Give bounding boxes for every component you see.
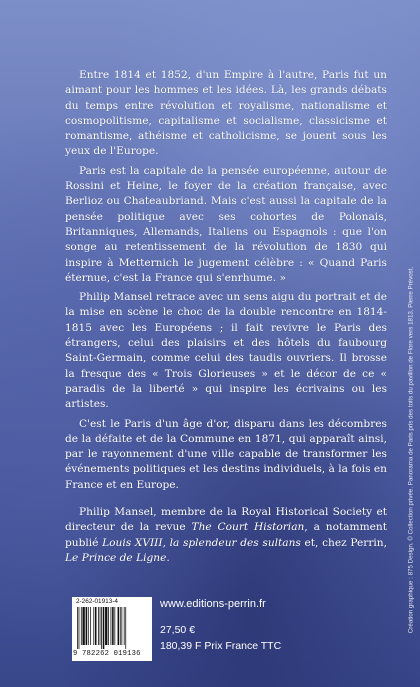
barcode-bar — [114, 607, 115, 645]
price-francs: 180,39 F Prix France TTC — [160, 640, 282, 652]
barcode-bar — [86, 607, 88, 645]
author-note-mid1: , a notamment publié — [65, 521, 387, 549]
barcode — [72, 597, 152, 661]
publisher-website: www.editions-perrin.fr — [160, 598, 266, 610]
barcode-bar — [98, 607, 99, 645]
barcode-bar — [120, 607, 121, 645]
author-note-mid2: et, chez Perrin, — [300, 536, 387, 549]
barcode-bar — [100, 607, 101, 645]
barcode-bars — [77, 607, 147, 649]
review-title: The Court Historian — [191, 521, 305, 534]
paragraph-3: Philip Mansel retrace avec un sens aigu du portrait et de la mise en scène le choc de la double rencontre en 1814-1815 avec les Européens ; il fait revivre le Paris des étrangers, celui des plaisirs et des hôtels du faubourg Saint-Germain, comme celui des taudis ouvriers. Il brosse la fresque des « Trois Glorieuses » et le décor de ce « paradis de la liberté » qui inspire les écrivains ou les artistes. — [65, 291, 387, 411]
blurb-text — [65, 68, 387, 566]
barcode-bar — [125, 607, 126, 649]
barcode-bar — [108, 607, 109, 645]
paragraph-4: C'est le Paris d'un âge d'or, disparu dans les décombres de la défaite et de la Commune en 1871, qui apparaît ainsi, par le rayonnement d'une ville capable de transformer les événements politiques et les destins individuels, à la fois en France et en Europe. — [65, 417, 387, 491]
barcode-bar — [112, 607, 114, 645]
book-title-separator: , — [162, 536, 170, 549]
barcode-bar — [105, 607, 107, 645]
author-note-end: . — [166, 551, 170, 564]
author-note-lead: Philip Mansel, membre de la Royal Historical Society et directeur de la revue — [65, 506, 387, 534]
barcode-bar — [111, 607, 112, 645]
price-euro: 27,50 € — [160, 624, 196, 636]
barcode-bar — [118, 607, 120, 645]
barcode-bar — [82, 607, 84, 645]
book-title-louis-xviii: Louis XVIII — [102, 536, 163, 549]
paragraph-1: Entre 1814 et 1852, d'un Empire à l'autre, Paris fut un aimant pour les hommes et les idées. Là, les grands débats du temps entre révolution et royalisme, nationalisme et cosmopolitisme, capitalisme et socialisme, classicisme et romantisme, athéisme et catholicisme, se jouent sous les yeux de l'Europe. — [65, 69, 387, 158]
barcode-bar — [79, 607, 80, 649]
barcode-bar — [103, 607, 105, 649]
paragraph-2: Paris est la capitale de la pensée européenne, autour de Rossini et Heine, le foyer de la création française, avec Berlioz ou Chateaubriand. Mais c'est aussi la capitale de la pensée politique avec ses cohortes de Polonais, Britanniques, Allemands, Italiens ou Espagnols : que l'on songe au retentissement de la révolution de 1830 qui inspire à Metternich le jugement célèbre : « Quand Paris éternue, c'est la France qui s'enrhume. » — [65, 164, 387, 284]
image-credit — [405, 240, 417, 660]
book-title-sultans: la splendeur des sultans — [169, 536, 301, 549]
barcode-bar — [101, 607, 102, 649]
barcode-bar — [81, 607, 82, 645]
author-note — [65, 505, 387, 566]
barcode-bar — [90, 607, 91, 645]
image-credit-text: Création graphique : 875 Design. © Collection privée. Panorama de Paris pris des toits du pavillon de Flore vers 1813, Pierre Prévost. — [407, 266, 415, 634]
barcode-bar — [77, 607, 78, 649]
barcode-bar — [124, 607, 125, 645]
barcode-bar — [121, 607, 122, 645]
barcode-bar — [93, 607, 94, 645]
barcode-bar — [88, 607, 89, 645]
barcode-bar — [95, 607, 97, 645]
isbn-number: 2-262-01913-4 — [76, 598, 118, 605]
book-title-prince-de-ligne: Le Prince de Ligne — [65, 551, 167, 564]
ean-digits: 9 782262 019136 — [73, 650, 141, 658]
